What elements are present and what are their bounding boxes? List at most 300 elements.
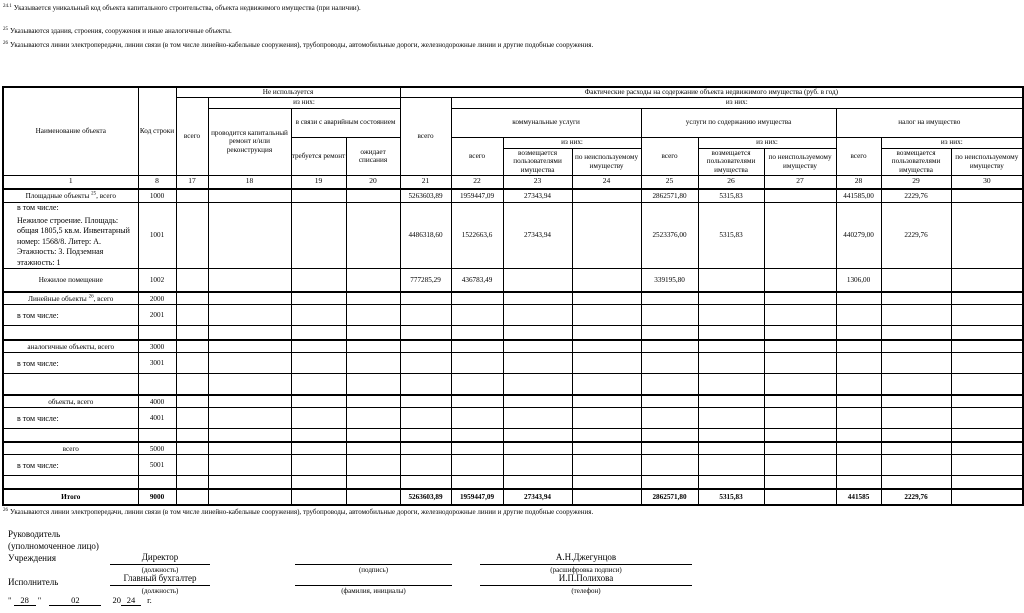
- value-cell: 5315,83: [698, 202, 764, 269]
- row-code-cell: [138, 374, 176, 395]
- col-header-capital-repair: проводится капитальный ремонт и/или реконструкция: [208, 108, 291, 175]
- value-cell: [836, 374, 881, 395]
- value-cell: [764, 395, 836, 408]
- object-name-cell: [3, 476, 138, 489]
- value-cell: [503, 374, 572, 395]
- fio-caption: (фамилия, инициалы): [341, 587, 406, 595]
- value-cell: [176, 429, 208, 442]
- value-cell: [208, 202, 291, 269]
- value-cell: [400, 455, 451, 476]
- value-cell: [881, 408, 951, 429]
- value-cell: [208, 408, 291, 429]
- row-code-cell: 9000: [138, 489, 176, 505]
- footnote-marker: 24.1: [3, 3, 12, 9]
- value-cell: [503, 353, 572, 374]
- value-cell: [400, 429, 451, 442]
- value-cell: [951, 269, 1023, 292]
- value-cell: [208, 269, 291, 292]
- value-cell: [764, 326, 836, 340]
- value-cell: [764, 305, 836, 326]
- value-cell: [764, 476, 836, 489]
- col-num: 28: [836, 175, 881, 189]
- row-code-cell: 2001: [138, 305, 176, 326]
- value-cell: [400, 305, 451, 326]
- value-cell: [208, 353, 291, 374]
- row-code-cell: 2000: [138, 292, 176, 305]
- value-cell: [176, 305, 208, 326]
- executor-name-value: И.П.Полихова: [480, 572, 692, 586]
- quote-close: ": [37, 595, 42, 605]
- footnote-26-top: [3, 41, 593, 49]
- value-cell: [503, 476, 572, 489]
- value-cell: [346, 455, 400, 476]
- col-header-per-unused: по неиспользуемому имуществу: [764, 148, 836, 175]
- row-code-cell: 5001: [138, 455, 176, 476]
- column-number-row: [3, 175, 1023, 189]
- value-cell: [764, 340, 836, 353]
- value-cell: [291, 374, 346, 395]
- object-name-cell: [3, 292, 138, 305]
- col-header-of-them: из них:: [503, 137, 641, 148]
- value-cell: 5315,83: [698, 189, 764, 202]
- col-header-reimbursed: возмещается пользователями имущества: [881, 148, 951, 175]
- col-num: 29: [881, 175, 951, 189]
- value-cell: [641, 429, 698, 442]
- including-label: в том числе:: [17, 310, 59, 320]
- table-row-empty: [3, 326, 1023, 340]
- value-cell: [836, 408, 881, 429]
- value-cell: [698, 455, 764, 476]
- object-name-suffix: , всего: [93, 294, 114, 303]
- value-cell: [291, 353, 346, 374]
- value-cell: [764, 353, 836, 374]
- value-cell: [346, 489, 400, 505]
- value-cell: [641, 442, 698, 455]
- value-cell: [451, 476, 503, 489]
- value-cell: [451, 429, 503, 442]
- value-cell: [698, 408, 764, 429]
- value-cell: [698, 429, 764, 442]
- col-num: 21: [400, 175, 451, 189]
- value-cell: [346, 292, 400, 305]
- value-cell: [451, 340, 503, 353]
- value-cell: [951, 374, 1023, 395]
- row-code-cell: 1002: [138, 269, 176, 292]
- object-name: Линейные объекты: [28, 294, 89, 303]
- col-num: 18: [208, 175, 291, 189]
- value-cell: [176, 189, 208, 202]
- table-row-3000: [3, 340, 1023, 353]
- value-cell: [208, 374, 291, 395]
- value-cell: [572, 292, 641, 305]
- value-cell: [951, 489, 1023, 505]
- value-cell: [881, 305, 951, 326]
- row-code-cell: [138, 476, 176, 489]
- value-cell: [291, 292, 346, 305]
- table-row-2001: [3, 305, 1023, 326]
- value-cell: [400, 395, 451, 408]
- object-name-suffix: , всего: [96, 191, 116, 200]
- value-cell: [951, 476, 1023, 489]
- col-num: 30: [951, 175, 1023, 189]
- value-cell: [572, 476, 641, 489]
- value-cell: [951, 429, 1023, 442]
- value-cell: [951, 189, 1023, 202]
- value-cell: [176, 292, 208, 305]
- value-cell: [836, 455, 881, 476]
- value-cell: [176, 408, 208, 429]
- col-header-total-17: всего: [176, 97, 208, 175]
- value-cell: [346, 202, 400, 269]
- value-cell: [400, 353, 451, 374]
- table-row-empty: [3, 374, 1023, 395]
- value-cell: [346, 395, 400, 408]
- col-header-total-25: всего: [641, 137, 698, 175]
- table-row-2000: [3, 292, 1023, 305]
- col-num: 24: [572, 175, 641, 189]
- object-name-cell: Нежилое помещение: [3, 269, 138, 292]
- col-header-utilities: коммунальные услуги: [451, 108, 641, 137]
- value-cell: [698, 340, 764, 353]
- value-cell: [208, 326, 291, 340]
- value-cell: [951, 442, 1023, 455]
- col-header-awaiting-writeoff: ожидает списания: [346, 137, 400, 175]
- value-cell: [836, 292, 881, 305]
- col-num: 20: [346, 175, 400, 189]
- value-cell: [451, 408, 503, 429]
- value-cell: [346, 269, 400, 292]
- value-cell: [836, 429, 881, 442]
- value-cell: [291, 189, 346, 202]
- value-cell: [881, 326, 951, 340]
- value-cell: [176, 340, 208, 353]
- col-num: 23: [503, 175, 572, 189]
- object-name-cell: [3, 353, 138, 374]
- value-cell: [291, 202, 346, 269]
- footnote-marker: 26: [3, 40, 8, 46]
- value-cell: 339195,80: [641, 269, 698, 292]
- value-cell: [572, 489, 641, 505]
- value-cell: [572, 326, 641, 340]
- value-cell: [764, 202, 836, 269]
- table-row-3001: [3, 353, 1023, 374]
- value-cell: [641, 455, 698, 476]
- value-cell: [698, 353, 764, 374]
- value-cell: [641, 353, 698, 374]
- object-name-cell: [3, 429, 138, 442]
- date-year: 24: [121, 595, 141, 606]
- value-cell: [291, 429, 346, 442]
- value-cell: [951, 455, 1023, 476]
- value-cell: [698, 292, 764, 305]
- table-row-5000: [3, 442, 1023, 455]
- value-cell: [503, 340, 572, 353]
- date-month: 02: [49, 595, 101, 606]
- value-cell: [176, 326, 208, 340]
- value-cell: 2862571,80: [641, 189, 698, 202]
- table-row-total: [3, 489, 1023, 505]
- head-name-value: А.Н.Джегунцов: [480, 551, 692, 565]
- value-cell: [400, 476, 451, 489]
- value-cell: [572, 442, 641, 455]
- value-cell: [572, 408, 641, 429]
- value-cell: [836, 353, 881, 374]
- table-row-empty: [3, 429, 1023, 442]
- col-header-row-code: Код строки: [138, 87, 176, 175]
- value-cell: [503, 395, 572, 408]
- footnote-ref: 26: [88, 294, 94, 300]
- value-cell: [764, 408, 836, 429]
- value-cell: [881, 476, 951, 489]
- col-header-needs-repair: требуется ремонт: [291, 137, 346, 175]
- footnote-text: Указываются линии электропередачи, линии связи (в том числе линейно-кабельные сооружения), трубопроводы, автомобильные дороги, железнодорожные линии и другие подобные сооружения.: [10, 41, 594, 49]
- row-code-cell: 4000: [138, 395, 176, 408]
- value-cell: [641, 292, 698, 305]
- value-cell: 1522663,6: [451, 202, 503, 269]
- date-century: 20: [112, 595, 121, 605]
- value-cell: [400, 292, 451, 305]
- value-cell: [503, 455, 572, 476]
- value-cell: [881, 395, 951, 408]
- value-cell: [451, 442, 503, 455]
- value-cell: [881, 455, 951, 476]
- value-cell: [291, 395, 346, 408]
- object-name-cell: [3, 374, 138, 395]
- value-cell: [641, 476, 698, 489]
- value-cell: [951, 202, 1023, 269]
- col-num: 27: [764, 175, 836, 189]
- col-header-total-22: всего: [451, 137, 503, 175]
- footnote-24-1: [3, 4, 361, 12]
- value-cell: 5263603,89: [400, 489, 451, 505]
- head-label-line1: Руководитель: [8, 529, 61, 539]
- value-cell: [698, 395, 764, 408]
- value-cell: [208, 189, 291, 202]
- header-row-1: [3, 87, 1023, 97]
- value-cell: 1959447,09: [451, 489, 503, 505]
- value-cell: [208, 442, 291, 455]
- value-cell: [764, 442, 836, 455]
- object-name: Площадные объекты: [25, 191, 92, 200]
- phone-caption: (телефон): [571, 587, 601, 595]
- col-header-emergency: в связи с аварийным состоянием: [291, 108, 400, 137]
- value-cell: [641, 408, 698, 429]
- col-header-total-21: всего: [400, 97, 451, 175]
- executor-label: Исполнитель: [8, 577, 59, 587]
- footnote-25: [3, 27, 232, 35]
- value-cell: [176, 353, 208, 374]
- footnote-marker: 26: [3, 507, 8, 513]
- col-header-per-unused: по неиспользуемому имуществу: [951, 148, 1023, 175]
- value-cell: [400, 340, 451, 353]
- value-cell: [346, 326, 400, 340]
- footnote-text: Указываются здания, строения, сооружения и иные аналогичные объекты.: [10, 27, 232, 35]
- value-cell: [451, 395, 503, 408]
- value-cell: 5315,83: [698, 489, 764, 505]
- value-cell: [641, 326, 698, 340]
- value-cell: [208, 429, 291, 442]
- value-cell: 436783,49: [451, 269, 503, 292]
- including-label: в том числе:: [17, 358, 59, 368]
- value-cell: [176, 202, 208, 269]
- col-header-of-them: из них:: [208, 97, 400, 108]
- value-cell: [836, 305, 881, 326]
- value-cell: [951, 292, 1023, 305]
- value-cell: [698, 326, 764, 340]
- footnote-26-bottom: [3, 508, 593, 516]
- value-cell: [451, 455, 503, 476]
- footnote-text: Указываются линии электропередачи, линии связи (в том числе линейно-кабельные сооружения), трубопроводы, автомобильные дороги, железнодорожные линии и другие подобные сооружения.: [10, 508, 594, 516]
- value-cell: [698, 305, 764, 326]
- value-cell: [346, 305, 400, 326]
- object-name-cell: всего: [3, 442, 138, 455]
- value-cell: [641, 340, 698, 353]
- value-cell: [503, 442, 572, 455]
- value-cell: [641, 374, 698, 395]
- row-code-cell: 1001: [138, 202, 176, 269]
- value-cell: [503, 408, 572, 429]
- value-cell: [951, 340, 1023, 353]
- position-value-institution: Директор: [110, 551, 210, 565]
- value-cell: [764, 374, 836, 395]
- value-cell: [572, 340, 641, 353]
- table-row-empty: [3, 476, 1023, 489]
- value-cell: [951, 408, 1023, 429]
- value-cell: [764, 455, 836, 476]
- value-cell: [291, 442, 346, 455]
- value-cell: [503, 326, 572, 340]
- value-cell: [176, 442, 208, 455]
- value-cell: [881, 353, 951, 374]
- value-cell: [400, 408, 451, 429]
- col-header-per-unused: по неиспользуемому имуществу: [572, 148, 641, 175]
- value-cell: [176, 455, 208, 476]
- row-code-cell: 3000: [138, 340, 176, 353]
- value-cell: 440279,00: [836, 202, 881, 269]
- value-cell: [176, 395, 208, 408]
- value-cell: [291, 408, 346, 429]
- row-code-cell: [138, 429, 176, 442]
- value-cell: [346, 374, 400, 395]
- value-cell: [346, 408, 400, 429]
- footnote-text: Указывается уникальный код объекта капитального строительства, объекта недвижимого имущества (при наличии).: [13, 4, 361, 12]
- position-caption: (должность): [141, 587, 179, 595]
- table-row-1002: [3, 269, 1023, 292]
- value-cell: [881, 374, 951, 395]
- object-name-cell: [3, 455, 138, 476]
- fio-blank-line: [295, 572, 452, 586]
- value-cell: 441585: [836, 489, 881, 505]
- position-value-executor: Главный бухгалтер: [110, 572, 210, 586]
- value-cell: [451, 326, 503, 340]
- value-cell: [836, 476, 881, 489]
- object-name-cell: аналогичные объекты, всего: [3, 340, 138, 353]
- including-label: в том числе:: [17, 413, 59, 423]
- col-num: 1: [3, 175, 138, 189]
- value-cell: [572, 202, 641, 269]
- row-code-cell: 5000: [138, 442, 176, 455]
- row-code-cell: 4001: [138, 408, 176, 429]
- value-cell: 2229,76: [881, 489, 951, 505]
- table-row-1001: [3, 202, 1023, 269]
- value-cell: [951, 305, 1023, 326]
- value-cell: [572, 455, 641, 476]
- signature-caption: (подпись): [358, 566, 389, 574]
- value-cell: [572, 269, 641, 292]
- value-cell: [451, 292, 503, 305]
- value-cell: [208, 305, 291, 326]
- col-num: 25: [641, 175, 698, 189]
- value-cell: [208, 340, 291, 353]
- value-cell: [208, 395, 291, 408]
- value-cell: [764, 489, 836, 505]
- value-cell: [572, 189, 641, 202]
- value-cell: [346, 189, 400, 202]
- value-cell: [572, 429, 641, 442]
- col-header-object-name: Наименование объекта: [3, 87, 138, 175]
- value-cell: [764, 429, 836, 442]
- value-cell: [208, 455, 291, 476]
- value-cell: [764, 292, 836, 305]
- value-cell: 27343,94: [503, 489, 572, 505]
- main-table: [2, 86, 1024, 506]
- row-code-cell: 1000: [138, 189, 176, 202]
- value-cell: 2862571,80: [641, 489, 698, 505]
- value-cell: [346, 476, 400, 489]
- value-cell: [881, 442, 951, 455]
- value-cell: [291, 455, 346, 476]
- value-cell: [176, 269, 208, 292]
- col-num: 17: [176, 175, 208, 189]
- value-cell: 27343,94: [503, 189, 572, 202]
- head-label-line2: (уполномоченное лицо): [8, 541, 99, 551]
- value-cell: [881, 269, 951, 292]
- value-cell: 1306,00: [836, 269, 881, 292]
- col-num: 8: [138, 175, 176, 189]
- row-code-cell: [138, 326, 176, 340]
- value-cell: 1959447,09: [451, 189, 503, 202]
- object-name-cell: [3, 202, 138, 269]
- value-cell: [503, 305, 572, 326]
- value-cell: 5263603,89: [400, 189, 451, 202]
- value-cell: [503, 269, 572, 292]
- value-cell: [836, 326, 881, 340]
- col-header-reimbursed: возмещается пользователями имущества: [698, 148, 764, 175]
- col-header-of-them: из них:: [451, 97, 1023, 108]
- table-row-4000: [3, 395, 1023, 408]
- footnote-ref: 25: [91, 191, 97, 197]
- value-cell: [176, 489, 208, 505]
- value-cell: [291, 326, 346, 340]
- value-cell: [951, 395, 1023, 408]
- value-cell: [572, 353, 641, 374]
- value-cell: [698, 476, 764, 489]
- value-cell: 2229,76: [881, 189, 951, 202]
- value-cell: 27343,94: [503, 202, 572, 269]
- value-cell: [641, 305, 698, 326]
- col-num: 26: [698, 175, 764, 189]
- value-cell: [836, 395, 881, 408]
- including-label: в том числе:: [17, 202, 59, 212]
- signature-blank-line: [295, 551, 452, 565]
- value-cell: [346, 442, 400, 455]
- value-cell: [764, 269, 836, 292]
- value-cell: [951, 326, 1023, 340]
- value-cell: [451, 305, 503, 326]
- object-description: Нежилое строение. Площадь: общая 1805,5 кв.м. Инвентарный номер: 1568/8. Литер: А. Этажность: 3. Подземная этажность: 1: [17, 215, 130, 267]
- value-cell: [503, 292, 572, 305]
- value-cell: [208, 292, 291, 305]
